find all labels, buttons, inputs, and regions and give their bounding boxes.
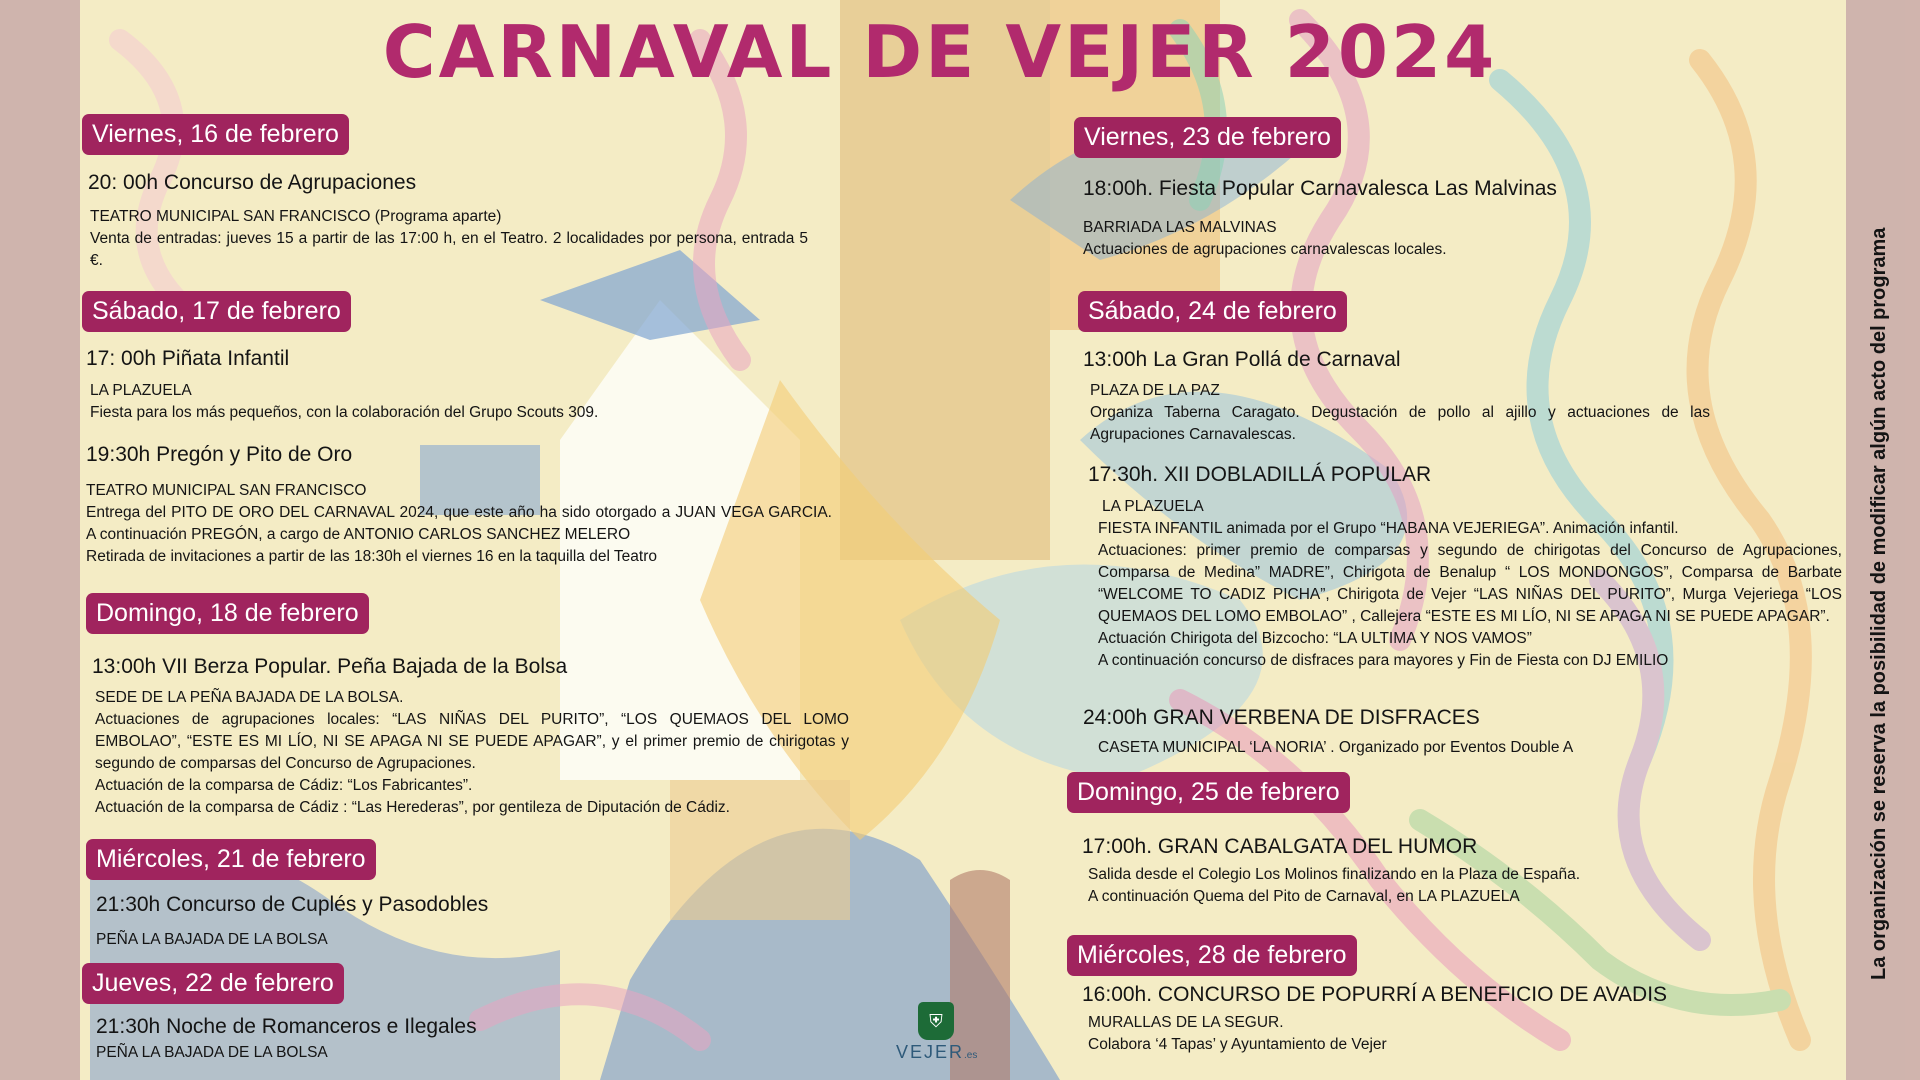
event-venue: BARRIADA LAS MALVINAS	[1083, 219, 1277, 236]
day-header-viernes-23: Viernes, 23 de febrero	[1074, 117, 1341, 158]
event-venue: PEÑA LA BAJADA DE LA BOLSA	[96, 1044, 328, 1061]
event-details	[1088, 1012, 1387, 1056]
logo-text	[896, 1042, 976, 1063]
event-details	[86, 480, 832, 568]
event-description: Venta de entradas: jueves 15 a partir de las 17:00 h, en el Teatro. 2 localidades por persona, entrada 5 €.	[90, 230, 808, 269]
event-details	[95, 687, 849, 819]
event-description: Actuaciones: primer premio de comparsas y segundo de chirigotas del Concurso de Agrupaciones, Comparsa de Medina” MADRE”, Chirigota de Benalup “ LOS MONDONGOS”, Comparsa de Barbate “WELCOME TO CADIZ PICHA”, Chirigota de Vejer “LAS NIÑAS DEL PURITO”, Murga Vejeriega “LOS QUEMAOS DEL LOMO EMBOLAO” , Callejera “ESTE ES MI LÍO, NI SE APAGA NI SE PUEDE APAGAR”.	[1098, 542, 1842, 625]
vejer-logo	[896, 1002, 976, 1063]
event-details	[1088, 864, 1580, 908]
event-venue: LA PLAZUELA	[90, 382, 192, 399]
event-venue: CASETA MUNICIPAL ‘LA NORIA’ . Organizado por Eventos Double A	[1098, 739, 1574, 756]
event-title: 13:00h VII Berza Popular. Peña Bajada de la Bolsa	[92, 655, 568, 678]
event-details	[90, 380, 598, 424]
day-header-viernes-16: Viernes, 16 de febrero	[82, 114, 349, 155]
event-venue: TEATRO MUNICIPAL SAN FRANCISCO	[86, 482, 367, 499]
disclaimer-side-note: La organización se reserva la posibilidad de modificar algún acto del programa	[1868, 227, 1890, 980]
event-description: Actuaciones de agrupaciones carnavalescas locales.	[1083, 241, 1447, 258]
event-venue: MURALLAS DE LA SEGUR.	[1088, 1014, 1284, 1031]
event-description: Salida desde el Colegio Los Molinos finalizando en la Plaza de España.	[1088, 866, 1581, 883]
event-title: 21:30h Noche de Romanceros e Ilegales	[96, 1015, 477, 1038]
day-header-miercoles-28: Miércoles, 28 de febrero	[1067, 935, 1357, 976]
event-details	[1083, 217, 1447, 261]
event-details	[1098, 496, 1842, 672]
event-details	[96, 929, 328, 951]
logo-suffix: .es	[964, 1050, 978, 1061]
event-title: 24:00h GRAN VERBENA DE DISFRACES	[1083, 706, 1480, 729]
event-details	[1098, 737, 1573, 759]
event-description: A continuación Quema del Pito de Carnaval, en LA PLAZUELA	[1088, 888, 1520, 905]
day-header-miercoles-21: Miércoles, 21 de febrero	[86, 839, 376, 880]
event-details	[1090, 380, 1710, 446]
event-venue: SEDE DE LA PEÑA BAJADA DE LA BOLSA.	[95, 689, 404, 706]
event-description: A continuación concurso de disfraces para mayores y Fin de Fiesta con DJ EMILIO	[1098, 652, 1669, 669]
event-description: Colabora ‘4 Tapas’ y Ayuntamiento de Vejer	[1088, 1036, 1387, 1053]
day-header-sabado-24: Sábado, 24 de febrero	[1078, 291, 1347, 332]
event-details	[96, 1042, 328, 1064]
event-venue: PLAZA DE LA PAZ	[1090, 382, 1220, 399]
day-header-domingo-18: Domingo, 18 de febrero	[86, 593, 369, 634]
event-venue: TEATRO MUNICIPAL SAN FRANCISCO (Programa aparte)	[90, 208, 502, 225]
day-header-sabado-17: Sábado, 17 de febrero	[82, 291, 351, 332]
day-header-domingo-25: Domingo, 25 de febrero	[1067, 772, 1350, 813]
page-title: CARNAVAL DE VEJER 2024	[382, 10, 1498, 94]
event-title: 21:30h Concurso de Cuplés y Pasodobles	[96, 893, 489, 916]
event-venue: LA PLAZUELA	[1102, 498, 1204, 515]
event-description: Actuación de la comparsa de Cádiz : “Las Herederas”, por gentileza de Diputación de Cádiz.	[95, 799, 730, 816]
event-description: Actuación de la comparsa de Cádiz: “Los Fabricantes”.	[95, 777, 473, 794]
event-description: Organiza Taberna Caragato. Degustación de pollo al ajillo y actuaciones de las Agrupaciones Carnavalescas.	[1090, 404, 1710, 443]
logo-name: VEJER	[896, 1042, 965, 1062]
event-title: 18:00h. Fiesta Popular Carnavalesca Las Malvinas	[1083, 177, 1557, 200]
event-title: 19:30h Pregón y Pito de Oro	[86, 443, 353, 466]
event-description: Entrega del PITO DE ORO DEL CARNAVAL 2024, que este año ha sido otorgado a JUAN VEGA GARCIA. A continuación PREGÓN, a cargo de ANTONIO CARLOS SANCHEZ MELERO	[86, 504, 832, 543]
event-details	[90, 206, 808, 272]
event-venue: PEÑA LA BAJADA DE LA BOLSA	[96, 931, 328, 948]
event-title: 17: 00h Piñata Infantil	[86, 347, 290, 370]
event-title: 13:00h La Gran Pollá de Carnaval	[1083, 348, 1401, 371]
event-title: 20: 00h Concurso de Agrupaciones	[88, 171, 417, 194]
event-description: Fiesta para los más pequeños, con la colaboración del Grupo Scouts 309.	[90, 404, 599, 421]
event-title: 16:00h. CONCURSO DE POPURRÍ A BENEFICIO DE AVADIS	[1082, 983, 1668, 1006]
event-description: Actuación Chirigota del Bizcocho: “LA ULTIMA Y NOS VAMOS”	[1098, 630, 1532, 647]
event-description: Actuaciones de agrupaciones locales: “LAS NIÑAS DEL PURITO”, “LOS QUEMAOS DEL LOMO EMBOLAO”, “ESTE ES MI LÍO, NI SE APAGA NI SE PUEDE APAGAR”, y el primer premio de chirigotas y segundo de comparsas del Concurso de Agrupaciones.	[95, 711, 849, 772]
event-description: FIESTA INFANTIL animada por el Grupo “HABANA VEJERIEGA”. Animación infantil.	[1098, 520, 1679, 537]
event-title: 17:30h. XII DOBLADILLÁ POPULAR	[1088, 463, 1432, 486]
event-note: Retirada de invitaciones a partir de las 18:30h el viernes 16 en la taquilla del Teatro	[86, 548, 657, 565]
coat-of-arms-icon: ⛨	[918, 1002, 954, 1040]
day-header-jueves-22: Jueves, 22 de febrero	[82, 963, 344, 1004]
event-title: 17:00h. GRAN CABALGATA DEL HUMOR	[1082, 835, 1478, 858]
